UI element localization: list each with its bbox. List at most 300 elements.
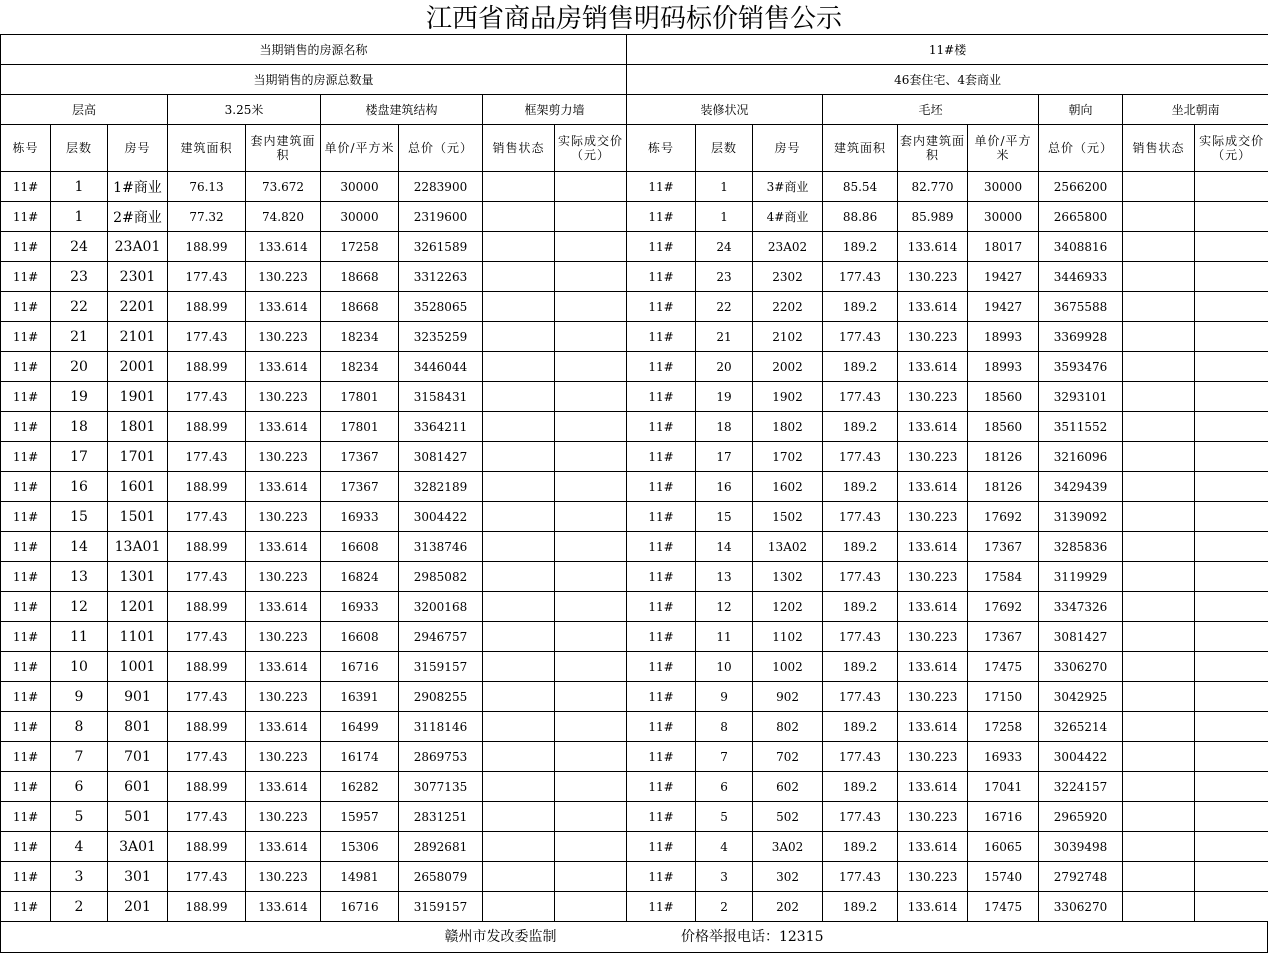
- table-cell: 18993: [968, 322, 1039, 352]
- source-name-label: 当期销售的房源名称: [1, 35, 627, 65]
- table-cell: 2002: [753, 352, 823, 382]
- actual-price-cell: [1195, 712, 1268, 742]
- actual-price-cell: [555, 682, 627, 712]
- table-cell: 3039498: [1039, 832, 1123, 862]
- table-cell: 16: [696, 472, 753, 502]
- table-cell: 2658079: [399, 862, 483, 892]
- table-cell: 2869753: [399, 742, 483, 772]
- table-cell: 133.614: [898, 652, 968, 682]
- column-header: 建筑面积: [168, 125, 246, 172]
- table-cell: 3261589: [399, 232, 483, 262]
- table-cell: 3224157: [1039, 772, 1123, 802]
- table-row: [1, 172, 1268, 202]
- table-cell: 11#: [1, 322, 51, 352]
- decoration-value: 毛坯: [823, 95, 1039, 125]
- sale-status-cell: [1123, 742, 1195, 772]
- table-cell: 18: [51, 412, 108, 442]
- table-cell: 17801: [321, 412, 399, 442]
- actual-price-cell: [555, 202, 627, 232]
- table-cell: 11#: [627, 742, 696, 772]
- sale-status-cell: [1123, 172, 1195, 202]
- table-cell: 6: [51, 772, 108, 802]
- table-cell: 2665800: [1039, 202, 1123, 232]
- table-cell: 11#: [1, 802, 51, 832]
- table-cell: 133.614: [246, 412, 321, 442]
- table-cell: 133.614: [246, 652, 321, 682]
- table-row: [1, 892, 1268, 922]
- table-cell: 17367: [321, 442, 399, 472]
- table-cell: 1502: [753, 502, 823, 532]
- sale-status-cell: [1123, 232, 1195, 262]
- table-row: [1, 802, 1268, 832]
- table-cell: 189.2: [823, 352, 898, 382]
- table-cell: 501: [108, 802, 168, 832]
- actual-price-cell: [555, 352, 627, 382]
- table-cell: 3285836: [1039, 532, 1123, 562]
- table-cell: 11#: [627, 802, 696, 832]
- table-cell: 2985082: [399, 562, 483, 592]
- sale-status-cell: [1123, 832, 1195, 862]
- table-cell: 188.99: [168, 532, 246, 562]
- table-cell: 1802: [753, 412, 823, 442]
- table-cell: 188.99: [168, 832, 246, 862]
- table-cell: 21: [696, 322, 753, 352]
- table-cell: 189.2: [823, 232, 898, 262]
- table-cell: 11#: [627, 682, 696, 712]
- sale-status-cell: [1123, 202, 1195, 232]
- column-header: 套内建筑面积: [246, 125, 321, 172]
- table-cell: 189.2: [823, 832, 898, 862]
- table-cell: 133.614: [898, 712, 968, 742]
- table-row: [1, 832, 1268, 862]
- table-cell: 11#: [1, 562, 51, 592]
- table-cell: 2: [696, 892, 753, 922]
- table-cell: 30000: [321, 172, 399, 202]
- orientation-value: 坐北朝南: [1123, 95, 1268, 125]
- table-cell: 24: [696, 232, 753, 262]
- table-cell: 130.223: [246, 802, 321, 832]
- table-cell: 11#: [1, 832, 51, 862]
- actual-price-cell: [1195, 532, 1268, 562]
- sale-status-cell: [483, 472, 555, 502]
- table-cell: 19: [696, 382, 753, 412]
- table-cell: 188.99: [168, 772, 246, 802]
- table-cell: 177.43: [823, 862, 898, 892]
- sale-status-cell: [483, 382, 555, 412]
- table-cell: 133.614: [246, 772, 321, 802]
- table-cell: 15306: [321, 832, 399, 862]
- column-header: 栋号: [1, 125, 51, 172]
- column-header: 单价/平方米: [321, 125, 399, 172]
- table-cell: 3306270: [1039, 892, 1123, 922]
- table-cell: 11#: [627, 412, 696, 442]
- table-cell: 177.43: [823, 682, 898, 712]
- table-cell: 177.43: [168, 502, 246, 532]
- table-row: [1, 352, 1268, 382]
- table-cell: 3081427: [1039, 622, 1123, 652]
- table-cell: 130.223: [898, 562, 968, 592]
- table-cell: 18234: [321, 322, 399, 352]
- table-cell: 9: [696, 682, 753, 712]
- table-cell: 1302: [753, 562, 823, 592]
- table-cell: 1801: [108, 412, 168, 442]
- actual-price-cell: [1195, 352, 1268, 382]
- table-row: [1, 292, 1268, 322]
- sale-status-cell: [483, 172, 555, 202]
- table-cell: 3A02: [753, 832, 823, 862]
- table-cell: 11#: [627, 352, 696, 382]
- actual-price-cell: [1195, 832, 1268, 862]
- table-cell: 11#: [627, 172, 696, 202]
- table-cell: 6: [696, 772, 753, 802]
- actual-price-cell: [1195, 652, 1268, 682]
- table-cell: 189.2: [823, 892, 898, 922]
- table-row: [1, 772, 1268, 802]
- table-cell: 14: [696, 532, 753, 562]
- table-cell: 16174: [321, 742, 399, 772]
- table-cell: 130.223: [246, 262, 321, 292]
- table-cell: 11#: [627, 832, 696, 862]
- table-cell: 2566200: [1039, 172, 1123, 202]
- table-cell: 3119929: [1039, 562, 1123, 592]
- table-cell: 76.13: [168, 172, 246, 202]
- table-cell: 17: [51, 442, 108, 472]
- actual-price-cell: [1195, 802, 1268, 832]
- actual-price-cell: [555, 442, 627, 472]
- sale-status-cell: [483, 832, 555, 862]
- table-cell: 16933: [968, 742, 1039, 772]
- column-header: 层数: [51, 125, 108, 172]
- floor-height-value: 3.25米: [168, 95, 321, 125]
- table-cell: 11#: [1, 202, 51, 232]
- table-cell: 130.223: [898, 382, 968, 412]
- actual-price-cell: [1195, 412, 1268, 442]
- table-cell: 11: [696, 622, 753, 652]
- table-cell: 11#: [1, 292, 51, 322]
- table-cell: 24: [51, 232, 108, 262]
- table-cell: 3004422: [1039, 742, 1123, 772]
- table-cell: 1102: [753, 622, 823, 652]
- table-cell: 17258: [321, 232, 399, 262]
- table-cell: 18126: [968, 472, 1039, 502]
- table-cell: 189.2: [823, 592, 898, 622]
- table-cell: 16282: [321, 772, 399, 802]
- table-cell: 3446933: [1039, 262, 1123, 292]
- table-cell: 1101: [108, 622, 168, 652]
- table-cell: 2946757: [399, 622, 483, 652]
- table-cell: 3139092: [1039, 502, 1123, 532]
- table-cell: 4: [51, 832, 108, 862]
- table-cell: 133.614: [246, 232, 321, 262]
- table-cell: 1002: [753, 652, 823, 682]
- table-cell: 1602: [753, 472, 823, 502]
- actual-price-cell: [1195, 172, 1268, 202]
- table-cell: 11#: [627, 472, 696, 502]
- table-cell: 11#: [1, 532, 51, 562]
- actual-price-cell: [555, 562, 627, 592]
- structure-label: 楼盘建筑结构: [321, 95, 483, 125]
- actual-price-cell: [555, 652, 627, 682]
- page-title: 江西省商品房销售明码标价销售公示: [425, 4, 842, 34]
- table-cell: 188.99: [168, 652, 246, 682]
- table-cell: 16499: [321, 712, 399, 742]
- actual-price-cell: [555, 712, 627, 742]
- table-cell: 30000: [968, 172, 1039, 202]
- table-cell: 133.614: [246, 712, 321, 742]
- table-cell: 301: [108, 862, 168, 892]
- sale-status-cell: [483, 292, 555, 322]
- table-row: [1, 592, 1268, 622]
- table-cell: 8: [696, 712, 753, 742]
- table-cell: 17584: [968, 562, 1039, 592]
- sale-status-cell: [1123, 892, 1195, 922]
- table-cell: 11#: [1, 232, 51, 262]
- table-cell: 1202: [753, 592, 823, 622]
- column-header: 层数: [696, 125, 753, 172]
- sale-status-cell: [483, 412, 555, 442]
- table-cell: 3216096: [1039, 442, 1123, 472]
- table-cell: 21: [51, 322, 108, 352]
- table-cell: 73.672: [246, 172, 321, 202]
- sale-status-cell: [1123, 802, 1195, 832]
- table-cell: 3118146: [399, 712, 483, 742]
- table-cell: 801: [108, 712, 168, 742]
- table-cell: 1: [696, 202, 753, 232]
- actual-price-cell: [1195, 202, 1268, 232]
- table-cell: 17258: [968, 712, 1039, 742]
- table-cell: 2831251: [399, 802, 483, 832]
- table-cell: 3306270: [1039, 652, 1123, 682]
- table-cell: 1901: [108, 382, 168, 412]
- table-cell: 11#: [627, 562, 696, 592]
- table-cell: 2908255: [399, 682, 483, 712]
- table-cell: 15957: [321, 802, 399, 832]
- table-cell: 11#: [627, 862, 696, 892]
- table-cell: 10: [696, 652, 753, 682]
- sale-status-cell: [483, 652, 555, 682]
- table-cell: 130.223: [246, 502, 321, 532]
- table-cell: 1: [51, 202, 108, 232]
- table-cell: 3200168: [399, 592, 483, 622]
- table-cell: 13A02: [753, 532, 823, 562]
- table-row: [1, 532, 1268, 562]
- sale-status-cell: [1123, 502, 1195, 532]
- actual-price-cell: [1195, 682, 1268, 712]
- table-row: [1, 712, 1268, 742]
- sale-status-cell: [483, 592, 555, 622]
- table-cell: 133.614: [898, 412, 968, 442]
- table-cell: 189.2: [823, 292, 898, 322]
- table-cell: 11#: [1, 622, 51, 652]
- column-header: 实际成交价（元）: [555, 125, 627, 172]
- column-header: 房号: [108, 125, 168, 172]
- sale-status-cell: [483, 202, 555, 232]
- table-cell: 11#: [1, 352, 51, 382]
- table-cell: 11#: [1, 592, 51, 622]
- table-cell: 13: [51, 562, 108, 592]
- table-cell: 3265214: [1039, 712, 1123, 742]
- table-cell: 188.99: [168, 472, 246, 502]
- actual-price-cell: [1195, 862, 1268, 892]
- table-cell: 17475: [968, 652, 1039, 682]
- sale-status-cell: [483, 352, 555, 382]
- sale-status-cell: [483, 712, 555, 742]
- table-cell: 3077135: [399, 772, 483, 802]
- table-cell: 3159157: [399, 892, 483, 922]
- table-cell: 189.2: [823, 472, 898, 502]
- table-row: [1, 652, 1268, 682]
- sale-status-cell: [483, 862, 555, 892]
- table-cell: 189.2: [823, 772, 898, 802]
- table-cell: 3282189: [399, 472, 483, 502]
- table-cell: 188.99: [168, 892, 246, 922]
- table-cell: 130.223: [246, 622, 321, 652]
- table-row: [1, 322, 1268, 352]
- table-cell: 188.99: [168, 352, 246, 382]
- sale-status-cell: [483, 682, 555, 712]
- actual-price-cell: [555, 802, 627, 832]
- table-cell: 901: [108, 682, 168, 712]
- table-cell: 177.43: [168, 682, 246, 712]
- table-cell: 133.614: [246, 472, 321, 502]
- table-row: [1, 262, 1268, 292]
- table-cell: 16716: [321, 892, 399, 922]
- table-cell: 1#商业: [108, 172, 168, 202]
- table-cell: 130.223: [898, 322, 968, 352]
- table-row: [1, 382, 1268, 412]
- table-cell: 11#: [627, 232, 696, 262]
- actual-price-cell: [555, 502, 627, 532]
- table-cell: 16: [51, 472, 108, 502]
- table-cell: 189.2: [823, 532, 898, 562]
- sale-status-cell: [1123, 682, 1195, 712]
- table-cell: 2#商业: [108, 202, 168, 232]
- table-cell: 3528065: [399, 292, 483, 322]
- table-cell: 177.43: [168, 802, 246, 832]
- table-cell: 20: [696, 352, 753, 382]
- table-cell: 11#: [627, 772, 696, 802]
- table-cell: 177.43: [168, 862, 246, 892]
- table-cell: 17692: [968, 592, 1039, 622]
- table-cell: 130.223: [898, 802, 968, 832]
- table-cell: 85.54: [823, 172, 898, 202]
- table-cell: 1601: [108, 472, 168, 502]
- table-cell: 18017: [968, 232, 1039, 262]
- sale-status-cell: [483, 442, 555, 472]
- table-cell: 18668: [321, 292, 399, 322]
- table-cell: 19427: [968, 262, 1039, 292]
- sale-status-cell: [1123, 712, 1195, 742]
- table-cell: 11#: [627, 622, 696, 652]
- sale-status-cell: [483, 802, 555, 832]
- actual-price-cell: [1195, 382, 1268, 412]
- table-cell: 177.43: [168, 322, 246, 352]
- table-cell: 2201: [108, 292, 168, 322]
- table-cell: 13A01: [108, 532, 168, 562]
- table-cell: 3364211: [399, 412, 483, 442]
- table-cell: 11#: [1, 772, 51, 802]
- table-cell: 133.614: [898, 472, 968, 502]
- sale-status-cell: [483, 742, 555, 772]
- table-cell: 3042925: [1039, 682, 1123, 712]
- footer-supervisor: 赣州市发改委监制: [444, 929, 557, 945]
- table-cell: 133.614: [898, 232, 968, 262]
- table-cell: 130.223: [898, 442, 968, 472]
- orientation-label: 朝向: [1039, 95, 1123, 125]
- table-cell: 133.614: [898, 352, 968, 382]
- actual-price-cell: [555, 892, 627, 922]
- table-cell: 3081427: [399, 442, 483, 472]
- table-cell: 2001: [108, 352, 168, 382]
- table-cell: 3369928: [1039, 322, 1123, 352]
- table-cell: 3293101: [1039, 382, 1123, 412]
- actual-price-cell: [555, 772, 627, 802]
- table-cell: 11#: [1, 382, 51, 412]
- table-cell: 11#: [627, 652, 696, 682]
- table-cell: 1301: [108, 562, 168, 592]
- table-cell: 22: [696, 292, 753, 322]
- table-cell: 1001: [108, 652, 168, 682]
- table-cell: 3A01: [108, 832, 168, 862]
- table-cell: 133.614: [246, 352, 321, 382]
- table-cell: 11#: [1, 862, 51, 892]
- table-cell: 133.614: [898, 772, 968, 802]
- table-cell: 16933: [321, 592, 399, 622]
- table-cell: 133.614: [898, 592, 968, 622]
- table-cell: 11#: [627, 712, 696, 742]
- table-cell: 1701: [108, 442, 168, 472]
- table-cell: 133.614: [246, 832, 321, 862]
- table-cell: 133.614: [898, 832, 968, 862]
- table-cell: 189.2: [823, 712, 898, 742]
- actual-price-cell: [1195, 292, 1268, 322]
- table-cell: 11#: [1, 472, 51, 502]
- actual-price-cell: [555, 262, 627, 292]
- table-cell: 130.223: [246, 382, 321, 412]
- sale-status-cell: [483, 622, 555, 652]
- table-cell: 130.223: [898, 682, 968, 712]
- table-cell: 133.614: [246, 292, 321, 322]
- table-cell: 2319600: [399, 202, 483, 232]
- table-cell: 902: [753, 682, 823, 712]
- table-cell: 11#: [627, 292, 696, 322]
- table-cell: 85.989: [898, 202, 968, 232]
- actual-price-cell: [555, 472, 627, 502]
- sale-status-cell: [1123, 592, 1195, 622]
- table-cell: 23A02: [753, 232, 823, 262]
- table-cell: 2965920: [1039, 802, 1123, 832]
- column-header: 销售状态: [1123, 125, 1195, 172]
- table-row: [1, 502, 1268, 532]
- sale-status-cell: [1123, 532, 1195, 562]
- table-cell: 18668: [321, 262, 399, 292]
- table-cell: 3158431: [399, 382, 483, 412]
- table-cell: 30000: [321, 202, 399, 232]
- table-cell: 11#: [627, 202, 696, 232]
- table-cell: 23: [51, 262, 108, 292]
- table-cell: 74.820: [246, 202, 321, 232]
- table-cell: 1902: [753, 382, 823, 412]
- price-table: [0, 34, 1268, 922]
- sale-status-cell: [1123, 352, 1195, 382]
- table-cell: 11#: [627, 382, 696, 412]
- sale-status-cell: [483, 532, 555, 562]
- actual-price-cell: [1195, 892, 1268, 922]
- table-cell: 3675588: [1039, 292, 1123, 322]
- actual-price-cell: [1195, 592, 1268, 622]
- table-cell: 23: [696, 262, 753, 292]
- table-cell: 2892681: [399, 832, 483, 862]
